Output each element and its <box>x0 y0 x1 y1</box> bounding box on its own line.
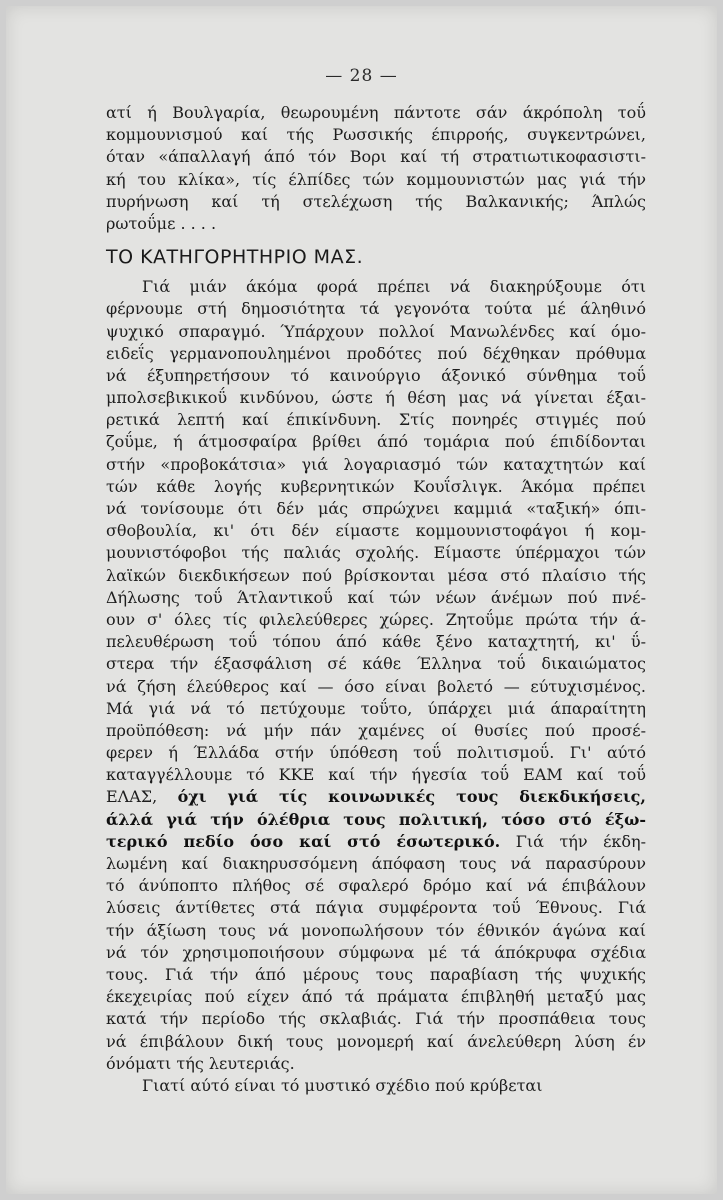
text-line: λύσεις άντίθετες στά πάγια συμφέροντα τοΰ Έθνους. Γιά <box>106 898 646 918</box>
text-line: ζοΰμε, ή άτμοσφαίρα βρίθει άπό τομάρια πού έπιδίδονται <box>106 432 646 452</box>
text-line: τών κάθε λογής κυβερνητικών Κουΐσλιγκ. Άκόμα πρέπει <box>106 476 646 496</box>
text-fragment: Γιά τήν έκδη- <box>500 831 646 851</box>
text-line: ειδεΐς γερμανοπουλημένοι προδότες πού δέχθηκαν πρόθυμα <box>106 343 646 363</box>
text-line: νά έξυπηρετήσουν τό καινούργιο άξονικό σύνθημα τοΰ <box>106 365 646 385</box>
text-line: νά ζήση έλεύθερος καί — όσο είναι βολετό — εύτυχισμένος. <box>106 676 646 696</box>
text-line: νά τονίσουμε ότι δέν μάς σπρώχνει καμμιά «ταξική» όπι- <box>106 499 646 518</box>
text-line: τους. Γιά τήν άπό μέρους τους παραβίαση τής ψυχικής <box>106 964 646 984</box>
text-line: λωμένη καί διακηρυσσόμενη άπόφαση τους νά παρασύρουν <box>106 854 646 873</box>
text-line: κομμουνισμού καί τής Ρωσσικής έπιρροής, συγκεντρώνει, <box>106 125 646 145</box>
text-line: τήν άξίωση τους νά μονοπωλήσουν τόν έθνικόν άγώνα καί <box>106 920 646 940</box>
document-page <box>6 6 717 1194</box>
text-line: ρωτοΰμε . . . . <box>106 213 217 233</box>
text-line: νά έπιβάλουν δική τους μονομερή καί άνελεύθερη λύση έν <box>106 1031 646 1051</box>
text-line: μπολσεβικικοΰ κινδύνου, ώστε ή θέση μας νά γίνεται έξαι- <box>106 388 646 408</box>
text-line: κή του κλίκα», τίς έλπίδες τών κομμουνιστών μας γιά τήν <box>106 169 646 189</box>
text-line: κατά τήν περίοδο τής σκλαβιάς. Γιά τήν προσπάθεια τους <box>106 1009 646 1029</box>
text-line: πυρήνωση καί τή στελέχωση τής Βαλκανικής; Άπλώς <box>106 191 646 211</box>
document-text <box>106 102 646 1097</box>
text-line: σθοβουλία, κι' ότι δέν είμαστε κομμουνιστοφάγοι ή κομ- <box>106 521 646 541</box>
text-line: όταν «άπαλλαγή άπό τόν Βορι καί τή στρατιωτικοφασιστι- <box>106 147 646 167</box>
text-line: στήν «προβοκάτσια» γιά λογαριασμό τών καταχτητών καί <box>106 454 646 474</box>
text-line: τό άνύποπτο πλήθος σέ σφαλερό δρόμο καί νά έπιβάλουν <box>106 876 646 896</box>
text-line: φέρνουμε στή δημοσιότητα τά γεγονότα τούτα μέ άληθινό <box>106 299 646 319</box>
text-line: ατί ή Βουλγαρία, θεωρουμένη πάντοτε σάν άκρόπολη τοΰ <box>106 103 646 122</box>
bold-text-line <box>106 786 646 808</box>
bold-emphasis: τερικό πεδίο όσο καί στό έσωτερικό. <box>106 831 501 851</box>
text-line: προϋπόθεση: νά μήν πάν χαμένες οί θυσίες πού προσέ- <box>106 720 646 740</box>
text-line: μουνιστόφοβοι τής παλιάς σχολής. Είμαστε ύπέρμαχοι τών <box>106 543 646 563</box>
text-line: ψυχικό σπαραγμό. Ύπάρχουν πολλοί Μανωλένδες καί όμο- <box>106 321 646 341</box>
bold-text-line <box>106 831 646 853</box>
text-line: έκεχειρίας πού είχεν άπό τά πράματα έπιβληθή μεταξύ μας <box>106 987 646 1007</box>
text-line: Μά γιά νά τό πετύχουμε τοΰτο, ύπάρχει μιά άπαραίτητη <box>106 698 646 718</box>
text-line: νά τόν χρησιμοποιήσουν σύμφωνα μέ τά άπόκρυφα σχέδια <box>106 942 646 962</box>
text-line: Γιά μιάν άκόμα φορά πρέπει νά διακηρύξουμε ότι <box>142 277 646 297</box>
text-line: φερεν ή Έλλάδα στήν ύπόθεση τοΰ πολιτισμοΰ. Γι' αύτό <box>106 743 646 763</box>
page-number: — 28 — <box>325 66 398 86</box>
text-line: Γιατί αύτό είναι τό μυστικό σχέδιο πού κρύβεται <box>142 1075 543 1095</box>
section-heading: ΤΟ ΚΑΤΗΓΟΡΗΤΗΡΙΟ ΜΑΣ. <box>106 246 364 269</box>
text-line: όνόματι τής λευτεριάς. <box>106 1053 295 1073</box>
text-line: ουν σ' όλες τίς φιλελεύθερες χώρες. Ζητοΰμε πρώτα τήν ά- <box>106 609 646 629</box>
text-line: στερα τήν έξασφάλιση σέ κάθε Έλληνα τοΰ δικαιώματος <box>106 654 646 674</box>
text-line: λαϊκών διεκδικήσεων πού βρίσκονται μέσα στό πλαίσιο τής <box>106 565 646 585</box>
bold-emphasis: όχι γιά τίς κοινωνικές τους διεκδικήσεις, <box>177 787 646 807</box>
text-line: πελευθέρωση τοΰ τόπου άπό κάθε ξένο καταχτητή, κι' ΰ- <box>106 632 646 652</box>
text-line: Δήλωσης τοΰ Άτλαντικοΰ καί τών νέων άνέμων πού πνέ- <box>106 587 646 607</box>
bold-text-line: άλλά γιά τήν όλέθρια τους πολιτική, τόσο στό έξω- <box>106 809 646 829</box>
text-line: καταγγέλλουμε τό ΚΚΕ καί τήν ήγεσία τοΰ ΕΑΜ καί τοΰ <box>106 765 646 785</box>
bold-line-prefix: ΕΛΑΣ, <box>106 787 178 807</box>
text-line: ρετικά λεπτή καί έπικίνδυνη. Στίς πονηρές στιγμές πού <box>106 410 646 430</box>
